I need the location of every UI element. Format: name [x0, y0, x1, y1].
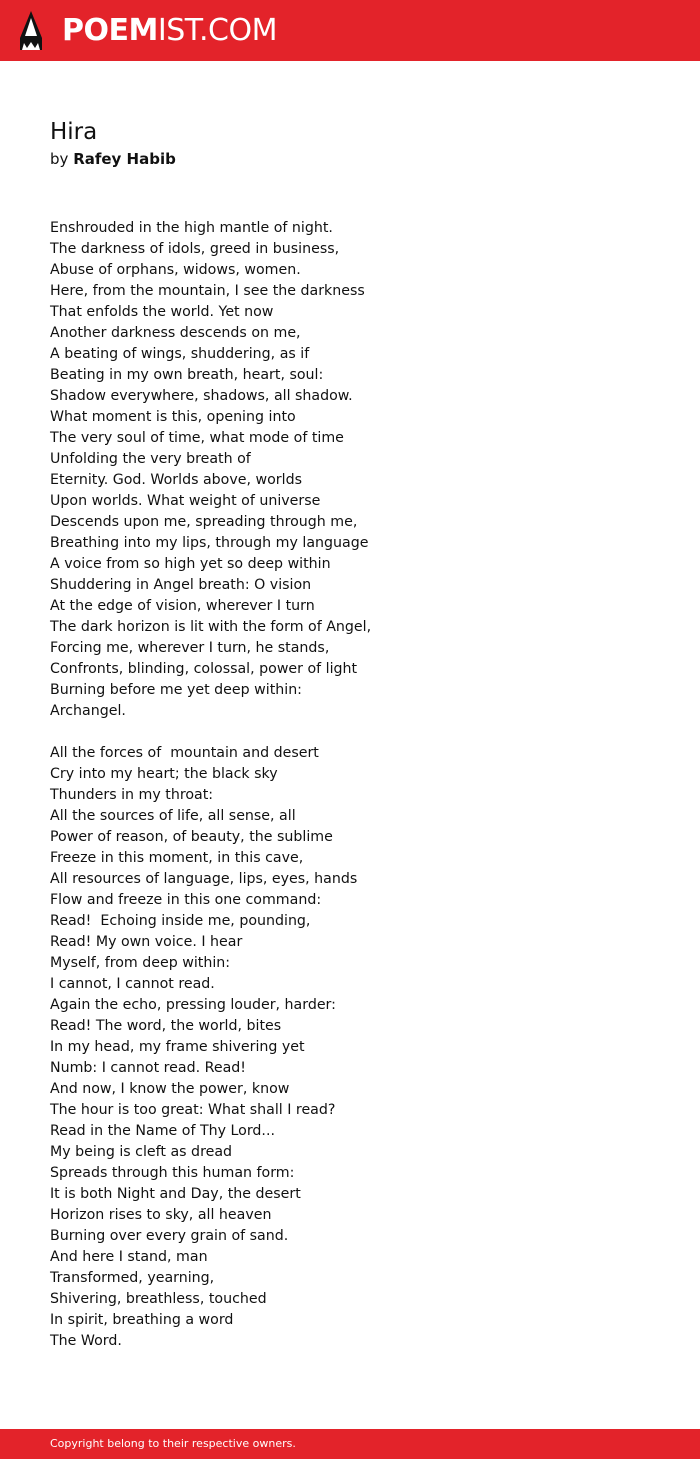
copyright-notice: Copyright belong to their respective owners. — [50, 1437, 296, 1450]
poem-line: Forcing me, wherever I turn, he stands, — [50, 640, 330, 656]
poem-line: Abuse of orphans, widows, women. — [50, 262, 301, 278]
poem-line: And here I stand, man — [50, 1249, 208, 1265]
poem-line: Myself, from deep within: — [50, 955, 231, 971]
poem-line: Numb: I cannot read. Read! — [50, 1060, 246, 1076]
poem-line: Cry into my heart; the black sky — [50, 766, 278, 782]
poem-line: All the forces of mountain and desert — [50, 745, 319, 761]
poem-line: All the sources of life, all sense, all — [50, 808, 296, 824]
poem-title: Hira — [50, 119, 98, 145]
poem-line: What moment is this, opening into — [50, 409, 296, 425]
poem-line: Shuddering in Angel breath: O vision — [50, 577, 312, 593]
poem-line: Thunders in my throat: — [50, 787, 214, 803]
poem-stanza — [50, 743, 650, 1352]
byline-prefix: by — [50, 150, 69, 168]
poem-line: Horizon rises to sky, all heaven — [50, 1207, 272, 1223]
poem-line: Breathing into my lips, through my language — [50, 535, 369, 551]
poem-line: A voice from so high yet so deep within — [50, 556, 331, 572]
poem-line: Enshrouded in the high mantle of night. — [50, 220, 333, 236]
poem-line: That enfolds the world. Yet now — [50, 304, 274, 320]
pencil-tip-icon[interactable] — [18, 10, 44, 52]
poem-line: Archangel. — [50, 703, 126, 719]
poem-line: The very soul of time, what mode of time — [50, 430, 344, 446]
poem-line: My being is cleft as dread — [50, 1144, 233, 1160]
poem-line: Burning before me yet deep within: — [50, 682, 302, 698]
poem-line: Spreads through this human form: — [50, 1165, 295, 1181]
poem-line: The darkness of idols, greed in business, — [50, 241, 340, 257]
poem-line: Confronts, blinding, colossal, power of light — [50, 661, 358, 677]
poem-line: It is both Night and Day, the desert — [50, 1186, 301, 1202]
poem-line: Shadow everywhere, shadows, all shadow. — [50, 388, 353, 404]
author-name: Rafey Habib — [73, 150, 176, 168]
poem-line: And now, I know the power, know — [50, 1081, 290, 1097]
poem-line: The Word. — [50, 1333, 122, 1349]
poem-line: Descends upon me, spreading through me, — [50, 514, 358, 530]
site-header — [0, 0, 700, 61]
brand-bold: POEM — [62, 13, 158, 48]
poem-line: Here, from the mountain, I see the darkness — [50, 283, 365, 299]
poem-line: Power of reason, of beauty, the sublime — [50, 829, 333, 845]
site-logo-link[interactable] — [62, 11, 277, 51]
poem-line: Read! My own voice. I hear — [50, 934, 243, 950]
poem-line: Read! Echoing inside me, pounding, — [50, 913, 311, 929]
poem-line: At the edge of vision, wherever I turn — [50, 598, 315, 614]
poem-line: Flow and freeze in this one command: — [50, 892, 322, 908]
poem-line: The hour is too great: What shall I read? — [50, 1102, 336, 1118]
poem-byline — [50, 149, 176, 169]
poem-line: Read in the Name of Thy Lord... — [50, 1123, 275, 1139]
poem-line: Read! The word, the world, bites — [50, 1018, 282, 1034]
brand-light: IST.COM — [157, 13, 277, 48]
poem-line: I cannot, I cannot read. — [50, 976, 215, 992]
poem-line: Shivering, breathless, touched — [50, 1291, 267, 1307]
poem-line: Eternity. God. Worlds above, worlds — [50, 472, 302, 488]
poem-line: Upon worlds. What weight of universe — [50, 493, 321, 509]
poem-line: In spirit, breathing a word — [50, 1312, 234, 1328]
poem-line: Unfolding the very breath of — [50, 451, 251, 467]
poem-line: A beating of wings, shuddering, as if — [50, 346, 310, 362]
poem-line: All resources of language, lips, eyes, hands — [50, 871, 358, 887]
poem-line: Again the echo, pressing louder, harder: — [50, 997, 336, 1013]
poem-line: The dark horizon is lit with the form of Angel, — [50, 619, 372, 635]
poem-body — [50, 218, 650, 1373]
poem-line: In my head, my frame shivering yet — [50, 1039, 305, 1055]
poem-line: Another darkness descends on me, — [50, 325, 301, 341]
site-footer — [0, 1429, 700, 1459]
poem-line: Freeze in this moment, in this cave, — [50, 850, 304, 866]
poem-line: Transformed, yearning, — [50, 1270, 215, 1286]
poem-stanza — [50, 218, 650, 722]
poem-line: Beating in my own breath, heart, soul: — [50, 367, 324, 383]
poem-line: Burning over every grain of sand. — [50, 1228, 289, 1244]
